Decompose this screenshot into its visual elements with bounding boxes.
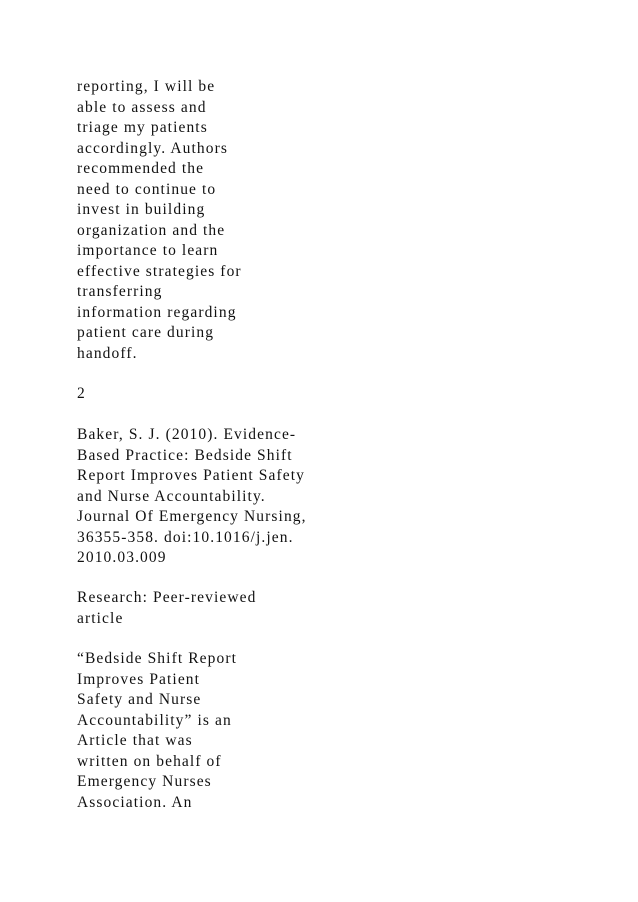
text-line: written on behalf of [77,752,222,770]
text-line: information regarding [77,303,237,321]
text-line: invest in building [77,201,206,218]
text-line: Research: Peer-reviewed [77,589,257,606]
text-line: handoff. [77,344,138,362]
item-number: 2 [77,385,86,402]
text-line: need to continue to [77,180,217,198]
article-description-paragraph [77,649,237,813]
text-line: Association. An [77,793,193,811]
text-line: recommended the [77,160,205,177]
text-line: able to assess and [77,98,207,116]
text-line: Article that was [77,732,193,749]
text-line: effective strategies for [77,262,242,280]
text-line: Based Practice: Bedside Shift [77,446,293,464]
text-line: Accountability” is an [77,711,232,729]
summary-paragraph [77,77,242,364]
text-line: article [77,609,124,627]
text-line: importance to learn [77,242,219,259]
text-line: Improves Patient [77,670,201,688]
text-line: Emergency Nurses [77,773,212,790]
text-line: Report Improves Patient Safety [77,467,305,484]
text-line: 36355-358. doi:10.1016/j.jen. [77,528,294,546]
text-line: organization and the [77,221,226,239]
text-line: Journal Of Emergency Nursing, [77,508,307,525]
text-line: transferring [77,283,163,300]
text-line: “Bedside Shift Report [77,650,237,667]
text-line: Baker, S. J. (2010). Evidence- [77,426,297,443]
text-line: accordingly. Authors [77,139,228,157]
text-line: and Nurse Accountability. [77,487,266,505]
text-line: 2010.03.009 [77,549,167,566]
text-line: triage my patients [77,119,208,136]
citation-reference [77,425,307,569]
research-type [77,588,256,629]
text-line: reporting, I will be [77,78,216,95]
text-line: Safety and Nurse [77,691,202,708]
text-line: patient care during [77,324,215,341]
